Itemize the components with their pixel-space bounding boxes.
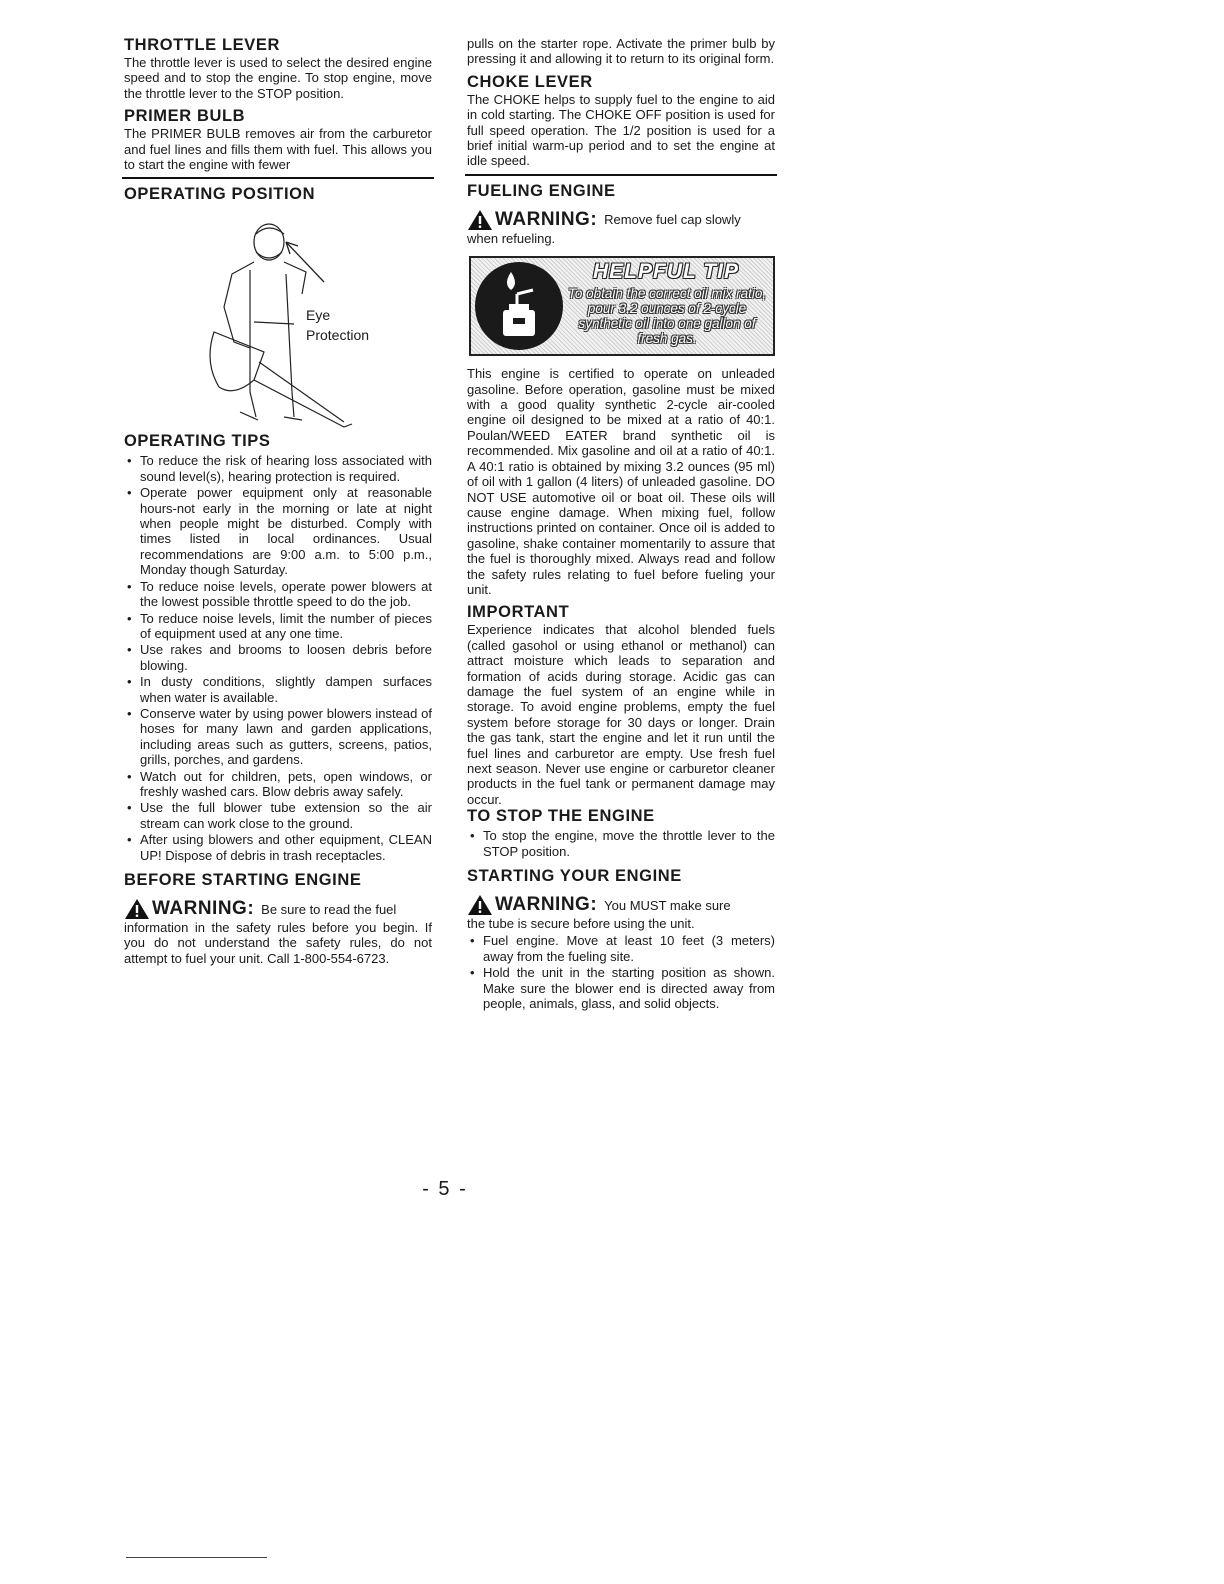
fueling-warning <box>467 209 775 231</box>
choke-section <box>467 73 775 169</box>
operating-tips-heading: OPERATING TIPS <box>124 432 271 451</box>
primer-text: The PRIMER BULB removes air from the carburetor and fuel lines and fills them with fuel. This allows you to start the engine with fewer <box>124 126 432 173</box>
warning-inline-text: Remove fuel cap slowly <box>604 212 741 228</box>
list-item: • To reduce the risk of hearing loss associated with sound level(s), hearing protection is required. <box>127 453 432 484</box>
list-item: • Operate power equipment only at reasonable hours-not early in the morning or late at night when people might be disturbed. Comply with times listed in local ordinances. Usual recommendations are 9:00 a.m. to 5:00 p.m., Monday though Saturday. <box>127 485 432 578</box>
list-item: • Use rakes and brooms to loosen debris before blowing. <box>127 642 432 673</box>
list-item: • Fuel engine. Move at least 10 feet (3 meters) away from the fueling site. <box>470 933 775 964</box>
operating-tips-list <box>124 453 432 863</box>
list-item: • To reduce noise levels, operate power blowers at the lowest possible throttle speed to do the job. <box>127 578 432 610</box>
important-text: Experience indicates that alcohol blended fuels (called gasohol or using ethanol or methanol) can attract moisture which leads to separation and formation of acids during storage. Acidic gas can damage the fuel system of an engine while in storage. To avoid engine problems, empty the fuel system before storage for 30 days or longer. Drain the gas tank, start the engine and let it run until the fuel lines and carburetor are empty. Use fresh fuel next season. Never use engine or carburetor cleaner products in the fuel tank or permanent damage may occur. <box>467 622 775 807</box>
warning-label: WARNING: <box>495 894 598 916</box>
warning-icon <box>467 894 493 916</box>
list-item: • Conserve water by using power blowers instead of hoses for many lawn and garden applications, including areas such as gutters, screens, patios, grills, porches, and gardens. <box>127 705 432 768</box>
page-number: - 5 - <box>422 1178 468 1200</box>
primer-section <box>124 107 432 172</box>
choke-heading: CHOKE LEVER <box>467 72 593 91</box>
important-section <box>467 603 775 807</box>
fueling-body-text: This engine is certified to operate on unleaded gasoline. Before operation, gasoline must be mixed with a good quality synthetic 2-cycle air-cooled engine oil designed to be mixed at a ratio of 40:1. Poulan/WEED EATER brand synthetic oil is recommended. Mix gasoline and oil at a ratio of 40:1. A 40:1 ratio is obtained by mixing 3.2 ounces (95 ml) of oil with 1 gallon (4 liters) of unleaded gasoline. DO NOT USE automotive oil or boat oil. These oils will cause engine damage. When mixing fuel, follow instructions printed on container. Once oil is added to gasoline, shake container momentarily to assure that the fuel is thoroughly mixed. Always read and follow the safety rules relating to fuel before fueling your unit. <box>467 366 775 597</box>
fueling-warning-text: when refueling. <box>467 230 556 246</box>
operating-position-heading: OPERATING POSITION <box>124 185 316 204</box>
before-starting-warning <box>124 898 432 920</box>
starting-engine-heading: STARTING YOUR ENGINE <box>467 867 682 886</box>
operator-illustration <box>194 212 414 434</box>
section-divider <box>465 174 777 176</box>
left-column <box>124 36 432 966</box>
before-starting-text: information in the safety rules before you begin. If you do not understand the safety rules, do not attempt to fuel your unit. Call 1-800-554-6723. <box>124 920 432 966</box>
important-heading: IMPORTANT <box>467 603 570 622</box>
right-column <box>467 36 775 1012</box>
operating-position-figure <box>124 204 432 426</box>
warning-inline-text: You MUST make sure <box>604 897 731 913</box>
helpful-tip-title: HELPFUL TIP <box>593 260 739 284</box>
list-item: • Watch out for children, pets, open windows, or freshly washed cars. Blow debris away safely. <box>127 768 432 799</box>
footer-rule <box>126 1557 267 1558</box>
list-item: • Hold the unit in the starting position as shown. Make sure the blower end is directed away from people, animals, glass, and solid objects. <box>470 965 775 1012</box>
helpful-tip-text: To obtain the correct oil mix ratio, pour 3.2 ounces of 2-cycle synthetic oil into one gallon of fresh gas. <box>567 286 767 347</box>
fueling-heading: FUELING ENGINE <box>467 181 616 200</box>
starting-warning-text: the tube is secure before using the unit. <box>467 916 695 932</box>
primer-heading: PRIMER BULB <box>124 107 246 126</box>
throttle-text: The throttle lever is used to select the desired engine speed and to stop the engine. To stop engine, move the throttle lever to the STOP position. <box>124 55 432 101</box>
warning-inline-text: Be sure to read the fuel <box>261 901 397 917</box>
list-item: • To stop the engine, move the throttle lever to the STOP position. <box>470 828 775 859</box>
choke-text: The CHOKE helps to supply fuel to the engine to aid in cold starting. The CHOKE OFF position is used for full speed operation. The 1/2 position is used for a brief initial warm-up period and to set the engine at idle speed. <box>467 91 775 169</box>
list-item: • To reduce noise levels, limit the number of pieces of equipment used at any one time. <box>127 610 432 641</box>
stop-engine-heading: TO STOP THE ENGINE <box>467 807 655 826</box>
fuel-can-icon <box>473 260 565 352</box>
section-divider <box>122 177 434 179</box>
protection-label: Protection <box>306 327 370 344</box>
primer-continued-text: pulls on the starter rope. Activate the primer bulb by pressing it and allowing it to return to its original form. <box>467 36 775 67</box>
throttle-heading: THROTTLE LEVER <box>124 36 280 54</box>
starting-warning <box>467 894 775 916</box>
warning-icon <box>467 209 493 231</box>
warning-icon <box>124 898 150 920</box>
list-item: • After using blowers and other equipment, CLEAN UP! Dispose of debris in trash receptacles. <box>127 832 432 863</box>
list-item: • In dusty conditions, slightly dampen surfaces when water is available. <box>127 674 432 705</box>
warning-label: WARNING: <box>152 898 255 919</box>
helpful-tip-box <box>469 256 775 356</box>
throttle-section <box>124 36 432 101</box>
list-item: • Use the full blower tube extension so the air stream can work close to the ground. <box>127 800 432 831</box>
before-starting-heading: BEFORE STARTING ENGINE <box>124 871 362 889</box>
stop-engine-list <box>467 828 775 859</box>
eye-label: Eye <box>306 307 331 324</box>
starting-engine-list <box>467 933 775 1011</box>
warning-label: WARNING: <box>495 208 598 230</box>
